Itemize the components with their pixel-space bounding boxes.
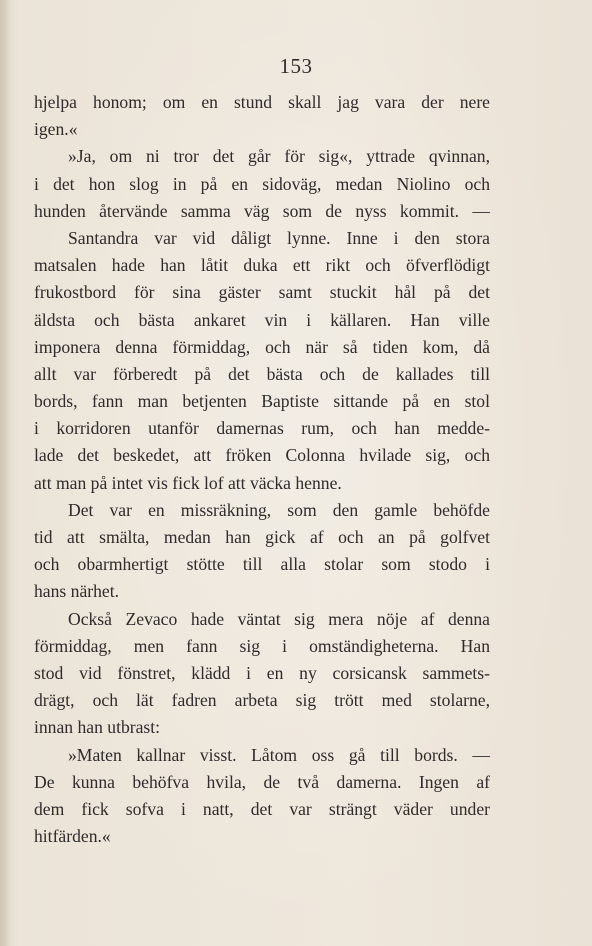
- text-line: imponera denna förmiddag, och när så tiden kom, då: [34, 336, 490, 357]
- text-line: tid att smälta, medan han gick af och an på golfvet: [34, 527, 490, 547]
- text-line: innan han utbrast:: [34, 717, 161, 738]
- text-line: Också Zevaco hade väntat sig mera nöje af denna: [68, 608, 490, 629]
- text-line: att man på intet vis fick lof att väcka henne.: [34, 472, 342, 493]
- text-line: frukostbord för sina gäster samt stuckit hål på det: [34, 282, 490, 303]
- page-edge-shadow: [0, 0, 10, 946]
- text-line: Santandra var vid dåligt lynne. Inne i den stora: [68, 227, 490, 248]
- text-line: stod vid fönstret, klädd i en ny corsicansk sammets-: [34, 662, 490, 683]
- text-line: hans närhet.: [34, 581, 120, 602]
- text-line: »Ja, om ni tror det går för sig«, yttrade qvinnan,: [68, 146, 490, 167]
- page-number: 153: [279, 54, 313, 78]
- text-line: hitfärden.«: [34, 826, 111, 847]
- text-line: förmiddag, men fann sig i omständigheterna. Han: [34, 635, 490, 656]
- text-line: allt var förberedt på det bästa och de kallades till: [34, 363, 490, 384]
- text-line: hunden återvände samma väg som de nyss kommit. —: [34, 200, 490, 221]
- text-line: i det hon slog in på en sidoväg, medan Niolino och: [34, 173, 490, 194]
- text-line: bords, fann man betjenten Baptiste sittande på en stol: [34, 391, 490, 412]
- text-line: dem fick sofva i natt, det var strängt väder under: [34, 798, 490, 819]
- text-line: äldsta och bästa ankaret vin i källaren. Han ville: [34, 309, 490, 330]
- text-line: Det var en missräkning, som den gamle behöfde: [68, 499, 490, 520]
- text-line: igen.«: [34, 119, 78, 140]
- text-line: lade det beskedet, att fröken Colonna hvilade sig, och: [34, 445, 490, 466]
- text-line: drägt, och lät fadren arbeta sig trött med stolarne,: [34, 690, 490, 711]
- text-line: och obarmhertigt stötte till alla stolar som stodo i: [34, 554, 490, 575]
- text-line: De kunna behöfva hvila, de två damerna. Ingen af: [34, 771, 490, 792]
- text-line: i korridoren utanför damernas rum, och han medde-: [34, 418, 490, 439]
- body-text: [34, 89, 490, 850]
- text-line: hjelpa honom; om en stund skall jag vara der nere: [34, 92, 490, 112]
- text-line: matsalen hade han låtit duka ett rikt och öfverflödigt: [34, 255, 490, 276]
- text-line: »Maten kallnar visst. Låtom oss gå till bords. —: [68, 744, 490, 765]
